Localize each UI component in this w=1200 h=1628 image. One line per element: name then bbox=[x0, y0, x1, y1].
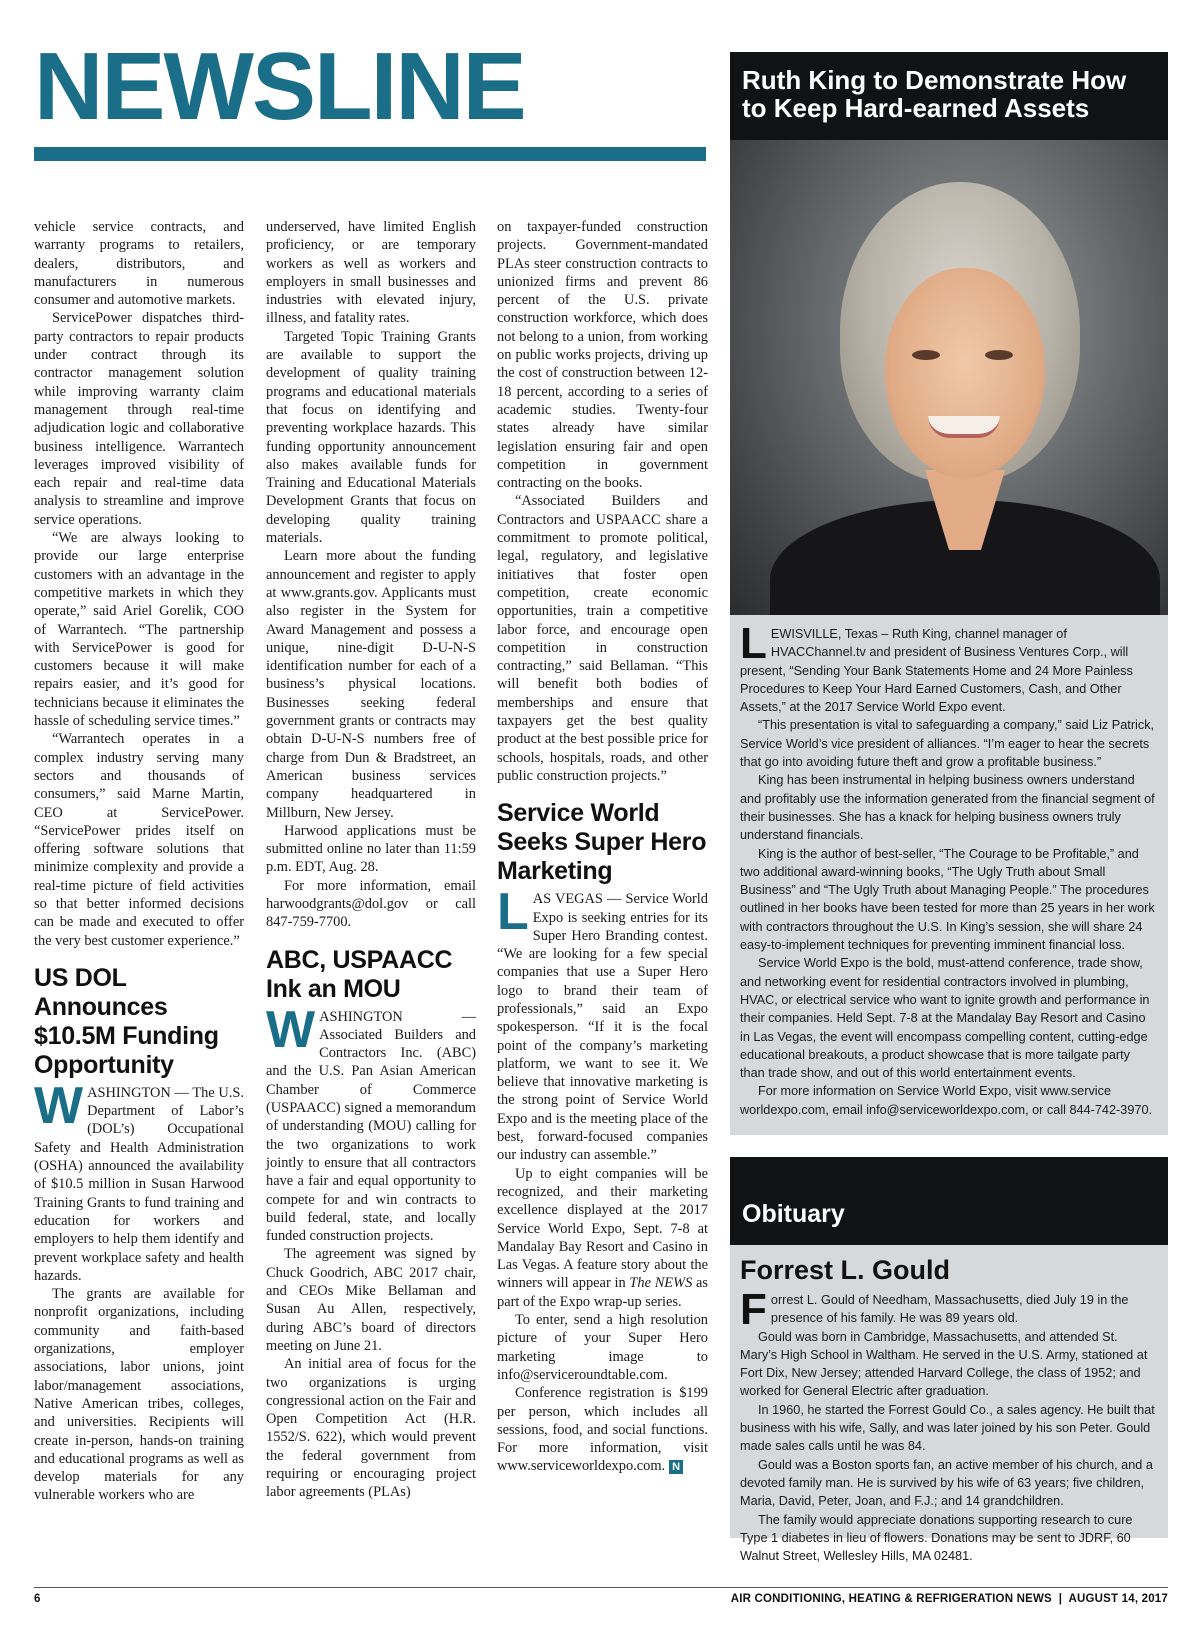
publication-footer: AIR CONDITIONING, HEATING & REFRIGERATION NEWS | AUGUST 14, 2017 bbox=[730, 1593, 1168, 1605]
drop-cap: L bbox=[740, 619, 767, 668]
paragraph: The family would appreciate donations supporting research to cure Type 1 diabetes in lieu of flowers. Donations may be sent to JDRF, 60 Walnut Street, Wellesley Hills, MA 02481. bbox=[740, 1512, 1133, 1564]
paragraph-text: EWISVILLE, Texas – Ruth King, channel manager of HVACChannel.tv and president of Business Ventures Corp., will present, “Sending Your Bank Statements Home and 24 More Painless Procedures to Keep Your Hard Earned Customers, Cash, and Other Assets,” at the 2017 Service World Expo event. bbox=[740, 627, 1133, 715]
drop-cap: W bbox=[34, 1076, 84, 1135]
section-title: NEWSLINE bbox=[34, 33, 525, 140]
service-world-lead-paragraph bbox=[497, 883, 708, 1164]
article-column-1 bbox=[34, 218, 244, 1505]
paragraph: vehicle service contracts, and warranty programs to retailers, dealers, distributors, and manufacturers in numerous consumer and automotive markets. bbox=[34, 219, 244, 309]
service-world-headline: Service World Seeks Super Hero Marketing bbox=[497, 799, 707, 886]
obituary-body bbox=[730, 1285, 1168, 1565]
paragraph-text: ASHINGTON — Associated Builders and Contractors Inc. (ABC) and the U.S. Pan Asian American Chamber of Commerce (USPAACC) signed a memorandum of understanding (MOU) calling for the two organizations to work jointly to ensure that all contractors have a fair and equal opportunity to compete for and win contracts to build federal, state, and locally funded construction projects. bbox=[266, 1008, 476, 1245]
abc-lead-paragraph bbox=[266, 1000, 476, 1246]
paragraph: The grants are available for nonprofit organizations, including community and faith-based organizations, employer associations, labor unions, joint labor/management associations, Native American tribes, colleges, and universities. Recipients will create in-person, hands-on training and educational programs as well as develop materials for any vulnerable workers who are bbox=[34, 1286, 244, 1504]
ruth-king-portrait-photo bbox=[730, 140, 1168, 615]
paragraph: An initial area of focus for the two organizations is urging congressional action on the Fair and Open Competition Act (H.R. 1552/S. 622), which would prevent the federal government from requiring or encouraging project labor agreements (PLAs) bbox=[266, 1356, 476, 1501]
dol-lead-paragraph bbox=[34, 1076, 244, 1285]
ruth-lead-paragraph bbox=[740, 619, 1158, 716]
paragraph: The agreement was signed by Chuck Goodrich, ABC 2017 chair, and CEOs Mike Bellaman and Susan Au Allen, respectively, during ABC’s board of directors meeting on June 21. bbox=[266, 1246, 476, 1354]
paragraph: For more information on Service World Expo, visit www.service worldexpo.com, email info@serviceworldexpo.com, or call 844-742-3970. bbox=[740, 1084, 1153, 1117]
ruth-king-headline: Ruth King to Demonstrate How to Keep Hard-earned Assets bbox=[730, 52, 1168, 140]
masthead-rule bbox=[34, 147, 706, 161]
paragraph: Targeted Topic Training Grants are available to support the development of quality training programs and educational materials that focus on identifying and preventing workplace hazards. This funding opportunity announcement also makes available funds for Training and Educational Materials Development Grants that focus on developing quality training materials. bbox=[266, 328, 476, 547]
paragraph-text: ASHINGTON — The U.S. Department of Labor’s (DOL’s) Occupational Safety and Health Administration (OSHA) announced the availability of $10.5 million in Susan Harwood Training Grants to fund training and education for workers and employers to help them identify and prevent workplace safety and health hazards. bbox=[34, 1084, 244, 1284]
paragraph: King is the author of best-seller, “The Courage to be Profitable,” and two additional award-winning books, “The Ugly Truth about Small Business” and “The Ugly Truth about Managing People.” The procedures outlined in her books have been tested for more than 25 years in her work with contractors throughout the U.S. In King’s session, she will share 24 easy-to-implement techniques for preventing imminent financial loss. bbox=[740, 846, 1155, 953]
obituary-sidebar bbox=[730, 1157, 1168, 1564]
masthead bbox=[34, 33, 706, 156]
paragraph: Gould was a Boston sports fan, an active member of his church, and a devoted family man. He is survived by his wife of 63 years; five children, Maria, David, Peter, Joan, and F.J.; and 14 grandchildren. bbox=[740, 1457, 1153, 1509]
paragraph-text: AS VEGAS — Service World Expo is seeking entries for its Super Hero Branding contest. “We are looking for a few special companies that use a Super Hero logo to brand their team of professionals,” said an Expo spokesperson. “If it is the focal point of the company’s marketing platform, we want to see it. We believe that innovative marketing is the strong point of Service World Expo and is the meeting place of the best, forward-focused companies our industry can assemble.” bbox=[497, 891, 708, 1164]
article-column-2 bbox=[266, 218, 476, 1502]
paragraph: Gould was born in Cambridge, Massachusetts, and attended St. Mary’s High School in Waltham. He served in the U.S. Army, stationed at Fort Dix, New Jersey; attended Harvard College, the class of 1952; and worked for General Electric after graduation. bbox=[740, 1329, 1148, 1399]
paragraph-text: Conference registration is $199 per person, which includes all sessions, food, and social functions. For more information, visit www.serviceworldexpo.com. bbox=[497, 1385, 708, 1475]
paragraph: Learn more about the funding announcement and register to apply at www.grants.gov. Applicants must also register in the System for Award Management and possess a unique, nine-digit D-U-N-S identification number for each of a business’s physical locations. Businesses seeking federal government grants or contracts may obtain D-U-N-S numbers free of charge from Dun & Bradstreet, an American business services company headquartered in Millburn, New Jersey. bbox=[266, 548, 476, 821]
paragraph-text: as part of the Expo wrap-up series. bbox=[497, 1275, 708, 1310]
ruth-king-sidebar bbox=[730, 52, 1168, 1135]
footer-rule bbox=[34, 1587, 1168, 1588]
paragraph: In 1960, he started the Forrest Gould Co., a sales agency. He built that business with his wife, Sally, and was later joined by his son Peter. Gould made sales calls until he was 84. bbox=[740, 1402, 1155, 1454]
photo-eye bbox=[985, 350, 1013, 360]
photo-face bbox=[885, 268, 1045, 478]
paragraph: Harwood applications must be submitted online no later than 11:59 p.m. EDT, Aug. 28. bbox=[266, 822, 476, 876]
publication-name: The NEWS bbox=[629, 1275, 693, 1292]
ruth-king-article-body bbox=[730, 615, 1168, 1119]
paragraph-text: Up to eight companies will be recognized, and their marketing excellence displayed at the 2017 Service World Expo, Sept. 7-8 at Mandalay Bay Resort and Casino in Las Vegas. A feature story about the winners will appear in bbox=[497, 1165, 708, 1292]
article-column-3 bbox=[497, 218, 708, 1476]
drop-cap: W bbox=[266, 1000, 316, 1059]
drop-cap: F bbox=[740, 1285, 767, 1334]
paragraph: “Warrantech operates in a complex industry serving many sectors and thousands of consumers,” said Marne Martin, CEO at ServicePower. “ServicePower prides itself on offering software solutions that minimize complexity and provide a real-time picture of field activities so that better informed decisions can be made and executed to offer the very best customer experience.” bbox=[34, 731, 244, 949]
paragraph: “Associated Builders and Contractors and USPAACC share a commitment to promote political, legal, regulatory, and legislative initiatives that foster open competition, create economic opportunities, train a competitive labor force, and encourage open competition in construction contracting,” said Bellaman. “This will benefit both bodies of memberships and ensure that taxpayers get the best quality product at the best possible price for schools, hospitals, roads, and other public construction projects.” bbox=[497, 493, 708, 784]
paragraph: To enter, send a high resolution picture of your Super Hero marketing image to info@serviceroundtable.com. bbox=[497, 1312, 708, 1383]
paragraph: ServicePower dispatches third-party contractors to repair products under contract through its contractor management solution while improving warranty claim management through real-time adjudication logic and collaborative business intelligence. Warrantech leverages improved visibility of each repair and real-time data analysis to streamline and improve service operations. bbox=[34, 310, 244, 528]
paragraph: “We are always looking to provide our large enterprise customers with an advantage in the competitive markets in which they operate,” said Ariel Gorelik, COO of Warrantech. “The partnership with ServicePower is good for customers because it will make repairs easier, and it’s good for technicians because it eliminates the hassle of scheduling service times.” bbox=[34, 530, 244, 730]
drop-cap: L bbox=[497, 883, 529, 942]
paragraph: For more information, email harwoodgrants@dol.gov or call 847-759-7700. bbox=[266, 877, 476, 931]
paragraph-text: orrest L. Gould of Needham, Massachusetts, died July 19 in the presence of his family. He was 89 years old. bbox=[770, 1293, 1129, 1326]
page-number: 6 bbox=[34, 1593, 41, 1605]
dol-headline: US DOL Announces $10.5M Funding Opportunity bbox=[34, 963, 219, 1079]
paragraph: on taxpayer-funded construction projects. Government-mandated PLAs steer construction contracts to unionized firms and prevent 86 percent of the U.S. private construction workforce, which does not belong to a union, from working on public works projects, driving up the cost of construction between 12-18 percent, according to a series of academic studies. Twenty-four states already have similar legislation ensuring fair and open competition in government contracting on the books. bbox=[497, 219, 708, 492]
paragraph bbox=[497, 1384, 708, 1475]
obituary-header: Obituary bbox=[730, 1157, 1168, 1245]
paragraph: Service World Expo is the bold, must-attend conference, trade show, and networking event for residential contractors involved in plumbing, HVAC, or electrical service who want to ignite growth and performance in their companies. Held Sept. 7-8 at the Mandalay Bay Resort and Casino in Las Vegas, the event will encompass compelling content, cutting-edge educational breakouts, a product showcase that is more tailgate party than trade show, and out of this world entertainment events. bbox=[740, 956, 1150, 1081]
photo-smile bbox=[928, 416, 1000, 438]
end-of-article-logo-icon: N bbox=[669, 1460, 683, 1474]
paragraph bbox=[497, 1165, 708, 1311]
paragraph: King has been instrumental in helping business owners understand and profitably use the information generated from the financial segment of their businesses. She has a knack for helping business owners truly understand financials. bbox=[740, 773, 1155, 843]
obituary-lead-paragraph bbox=[740, 1285, 1158, 1334]
paragraph: underserved, have limited English proficiency, or are temporary workers as well as workers and employers in small businesses and industries with elevated injury, illness, and fatality rates. bbox=[266, 219, 476, 327]
obituary-name: Forrest L. Gould bbox=[740, 1255, 951, 1285]
photo-eye bbox=[912, 350, 940, 360]
abc-headline: ABC, USPAACC Ink an MOU bbox=[266, 945, 453, 1003]
paragraph: “This presentation is vital to safeguarding a company,” said Liz Patrick, Service World’s vice president of alliances. “I’m eager to hear the secrets that go into avoiding future theft and grow a profitable business.” bbox=[740, 718, 1155, 770]
